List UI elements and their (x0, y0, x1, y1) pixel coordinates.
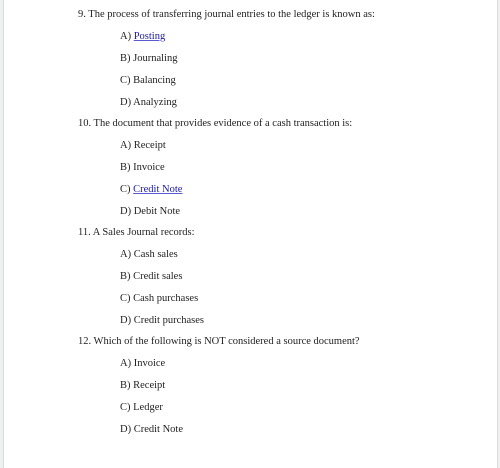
option-prefix: C) (120, 75, 134, 86)
question-9: 9. The process of transferring journal entries to the ledger is known as: (78, 9, 375, 20)
question-10: 10. The document that provides evidence of a cash transaction is: (78, 118, 353, 129)
option-text: Debit Note (133, 206, 181, 217)
option-10b (120, 162, 165, 173)
option-prefix: C) (120, 293, 134, 304)
option-11d (120, 315, 204, 326)
option-text: Receipt (133, 140, 166, 151)
option-prefix: D) (120, 97, 134, 108)
question-12: 12. Which of the following is NOT considered a source document? (78, 336, 360, 347)
option-prefix: B) (120, 53, 134, 64)
option-prefix: B) (120, 162, 134, 173)
option-12b (120, 380, 165, 391)
option-12c (120, 402, 163, 413)
option-prefix: A) (120, 358, 134, 369)
option-prefix: D) (120, 315, 134, 326)
question-11: 11. A Sales Journal records: (78, 227, 195, 238)
option-text: Journaling (133, 53, 178, 64)
option-9d (120, 97, 177, 108)
option-text: Analyzing (133, 97, 177, 108)
option-11b (120, 271, 182, 282)
option-text: Balancing (133, 75, 176, 86)
option-text: Invoice (133, 162, 165, 173)
option-9c (120, 75, 176, 86)
option-10c (120, 184, 182, 195)
option-text: Credit purchases (133, 315, 204, 326)
option-text: Credit Note (133, 424, 183, 435)
option-10c-link[interactable]: Credit Note (133, 184, 183, 195)
option-prefix: D) (120, 424, 134, 435)
option-prefix: A) (120, 249, 134, 260)
option-prefix: A) (120, 31, 134, 42)
option-prefix: C) (120, 402, 134, 413)
option-12d (120, 424, 183, 435)
option-text: Cash sales (133, 249, 178, 260)
option-10a (120, 140, 166, 151)
option-10d (120, 206, 180, 217)
option-text: Cash purchases (133, 293, 199, 304)
option-prefix: B) (120, 380, 134, 391)
option-prefix: D) (120, 206, 134, 217)
option-prefix: B) (120, 271, 134, 282)
option-prefix: C) (120, 184, 134, 195)
option-prefix: A) (120, 140, 134, 151)
option-11c (120, 293, 198, 304)
option-11a (120, 249, 178, 260)
option-text: Receipt (133, 380, 166, 391)
document-page (3, 0, 498, 468)
option-text: Ledger (133, 402, 163, 413)
option-12a (120, 358, 165, 369)
option-text: Invoice (133, 358, 166, 369)
option-9a-link[interactable]: Posting (133, 31, 166, 42)
option-text: Credit sales (133, 271, 183, 282)
option-9a (120, 31, 165, 42)
option-9b (120, 53, 177, 64)
